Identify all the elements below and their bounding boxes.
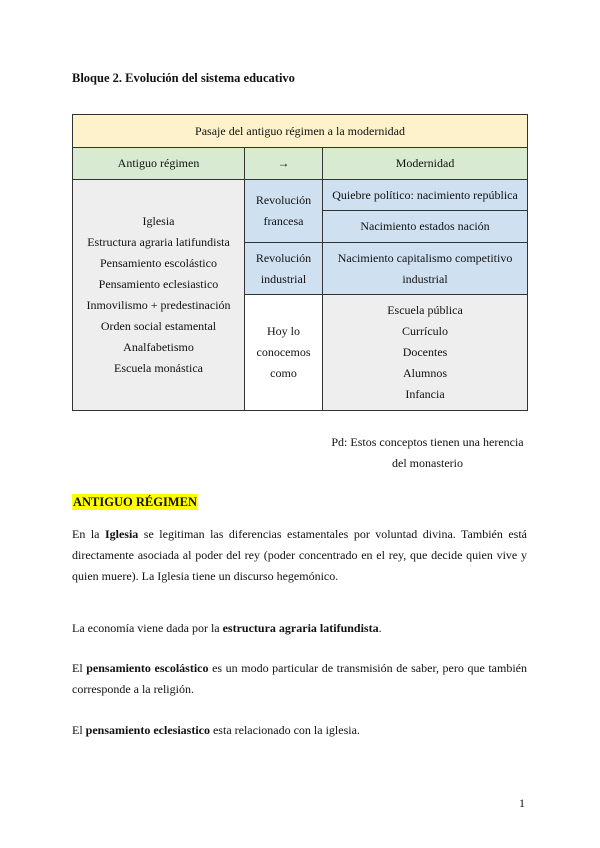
- modern-cell-estados-nacion: Nacimiento estados nación: [323, 211, 528, 243]
- hoy-line: conocemos: [256, 345, 311, 359]
- list-item: Infancia: [405, 387, 445, 401]
- footnote-line: del monasterio: [392, 456, 463, 470]
- modern-list: [323, 295, 528, 411]
- text-run: se legitiman las diferencias estamentales por voluntad divina. También está directamente asociada al poder del rey (poder concentrado en el rey, que decide quien vive y quien muere). La Iglesia tiene un discurso hegemónico.: [72, 527, 527, 583]
- revolucion-francesa-line: Revolución: [255, 193, 312, 207]
- transition-table: [72, 114, 528, 411]
- antiguo-regimen-list: [73, 180, 245, 411]
- header-arrow: →: [245, 148, 323, 180]
- revolucion-francesa-cell: [245, 180, 323, 243]
- paragraph-escolastico: [72, 658, 527, 700]
- text-run: es un modo particular de transmisión de saber, pero que también corresponde a la religión.: [72, 661, 528, 696]
- list-item: Orden social estamental: [100, 319, 217, 333]
- list-item: Inmovilismo + predestinación: [86, 298, 231, 312]
- document-heading: Bloque 2. Evolución del sistema educativo: [72, 71, 295, 85]
- list-item: Analfabetismo: [123, 340, 194, 354]
- paragraph-economia: [72, 618, 527, 639]
- text-run: En la: [72, 527, 105, 541]
- section-title: ANTIGUO RÉGIMEN: [73, 495, 197, 509]
- page-number: 1: [519, 796, 525, 810]
- revolucion-industrial-line: Revolución: [255, 250, 312, 265]
- footnote-line: Pd: Estos conceptos tienen una herencia: [331, 435, 524, 449]
- modern-cell-capitalismo: Nacimiento capitalismo competitivo industrial: [323, 243, 528, 295]
- modern-cell-republica: Quiebre político: nacimiento república: [323, 180, 528, 211]
- list-item: Pensamiento escolástico: [100, 256, 217, 270]
- hoy-line: Hoy lo: [267, 324, 300, 338]
- bold-term: pensamiento escolástico: [86, 661, 209, 675]
- text-run: La economía viene dada por la: [72, 621, 223, 635]
- list-item: Docentes: [402, 345, 448, 359]
- bold-term: Iglesia: [104, 527, 139, 541]
- footnote: [320, 432, 535, 474]
- header-modernidad: Modernidad: [323, 148, 528, 180]
- text-run: El: [72, 661, 87, 675]
- text-run: .: [378, 621, 382, 635]
- bold-term: estructura agraria latifundista: [222, 621, 379, 635]
- table-title: Pasaje del antiguo régimen a la modernidad: [73, 115, 528, 148]
- bold-term: pensamiento eclesiastico: [85, 723, 210, 737]
- list-item: Iglesia: [142, 214, 175, 228]
- revolucion-industrial-cell: [245, 243, 323, 295]
- hoy-cell: [245, 295, 323, 411]
- paragraph-eclesiastico: [72, 720, 527, 741]
- text-run: El: [72, 723, 86, 737]
- hoy-line: como: [270, 366, 297, 380]
- text-run: esta relacionado con la iglesia.: [209, 723, 360, 737]
- list-item: Escuela pública: [387, 303, 463, 317]
- list-item: Estructura agraria latifundista: [87, 235, 230, 249]
- list-item: Currículo: [402, 324, 449, 338]
- list-item: Escuela monástica: [114, 361, 203, 375]
- list-item: Pensamiento eclesiastico: [98, 277, 219, 291]
- list-item: Alumnos: [403, 366, 448, 380]
- paragraph-iglesia: [72, 524, 527, 587]
- revolucion-francesa-line: francesa: [263, 214, 304, 228]
- revolucion-industrial-line: industrial: [260, 271, 307, 286]
- header-antiguo-regimen: Antiguo régimen: [73, 148, 245, 180]
